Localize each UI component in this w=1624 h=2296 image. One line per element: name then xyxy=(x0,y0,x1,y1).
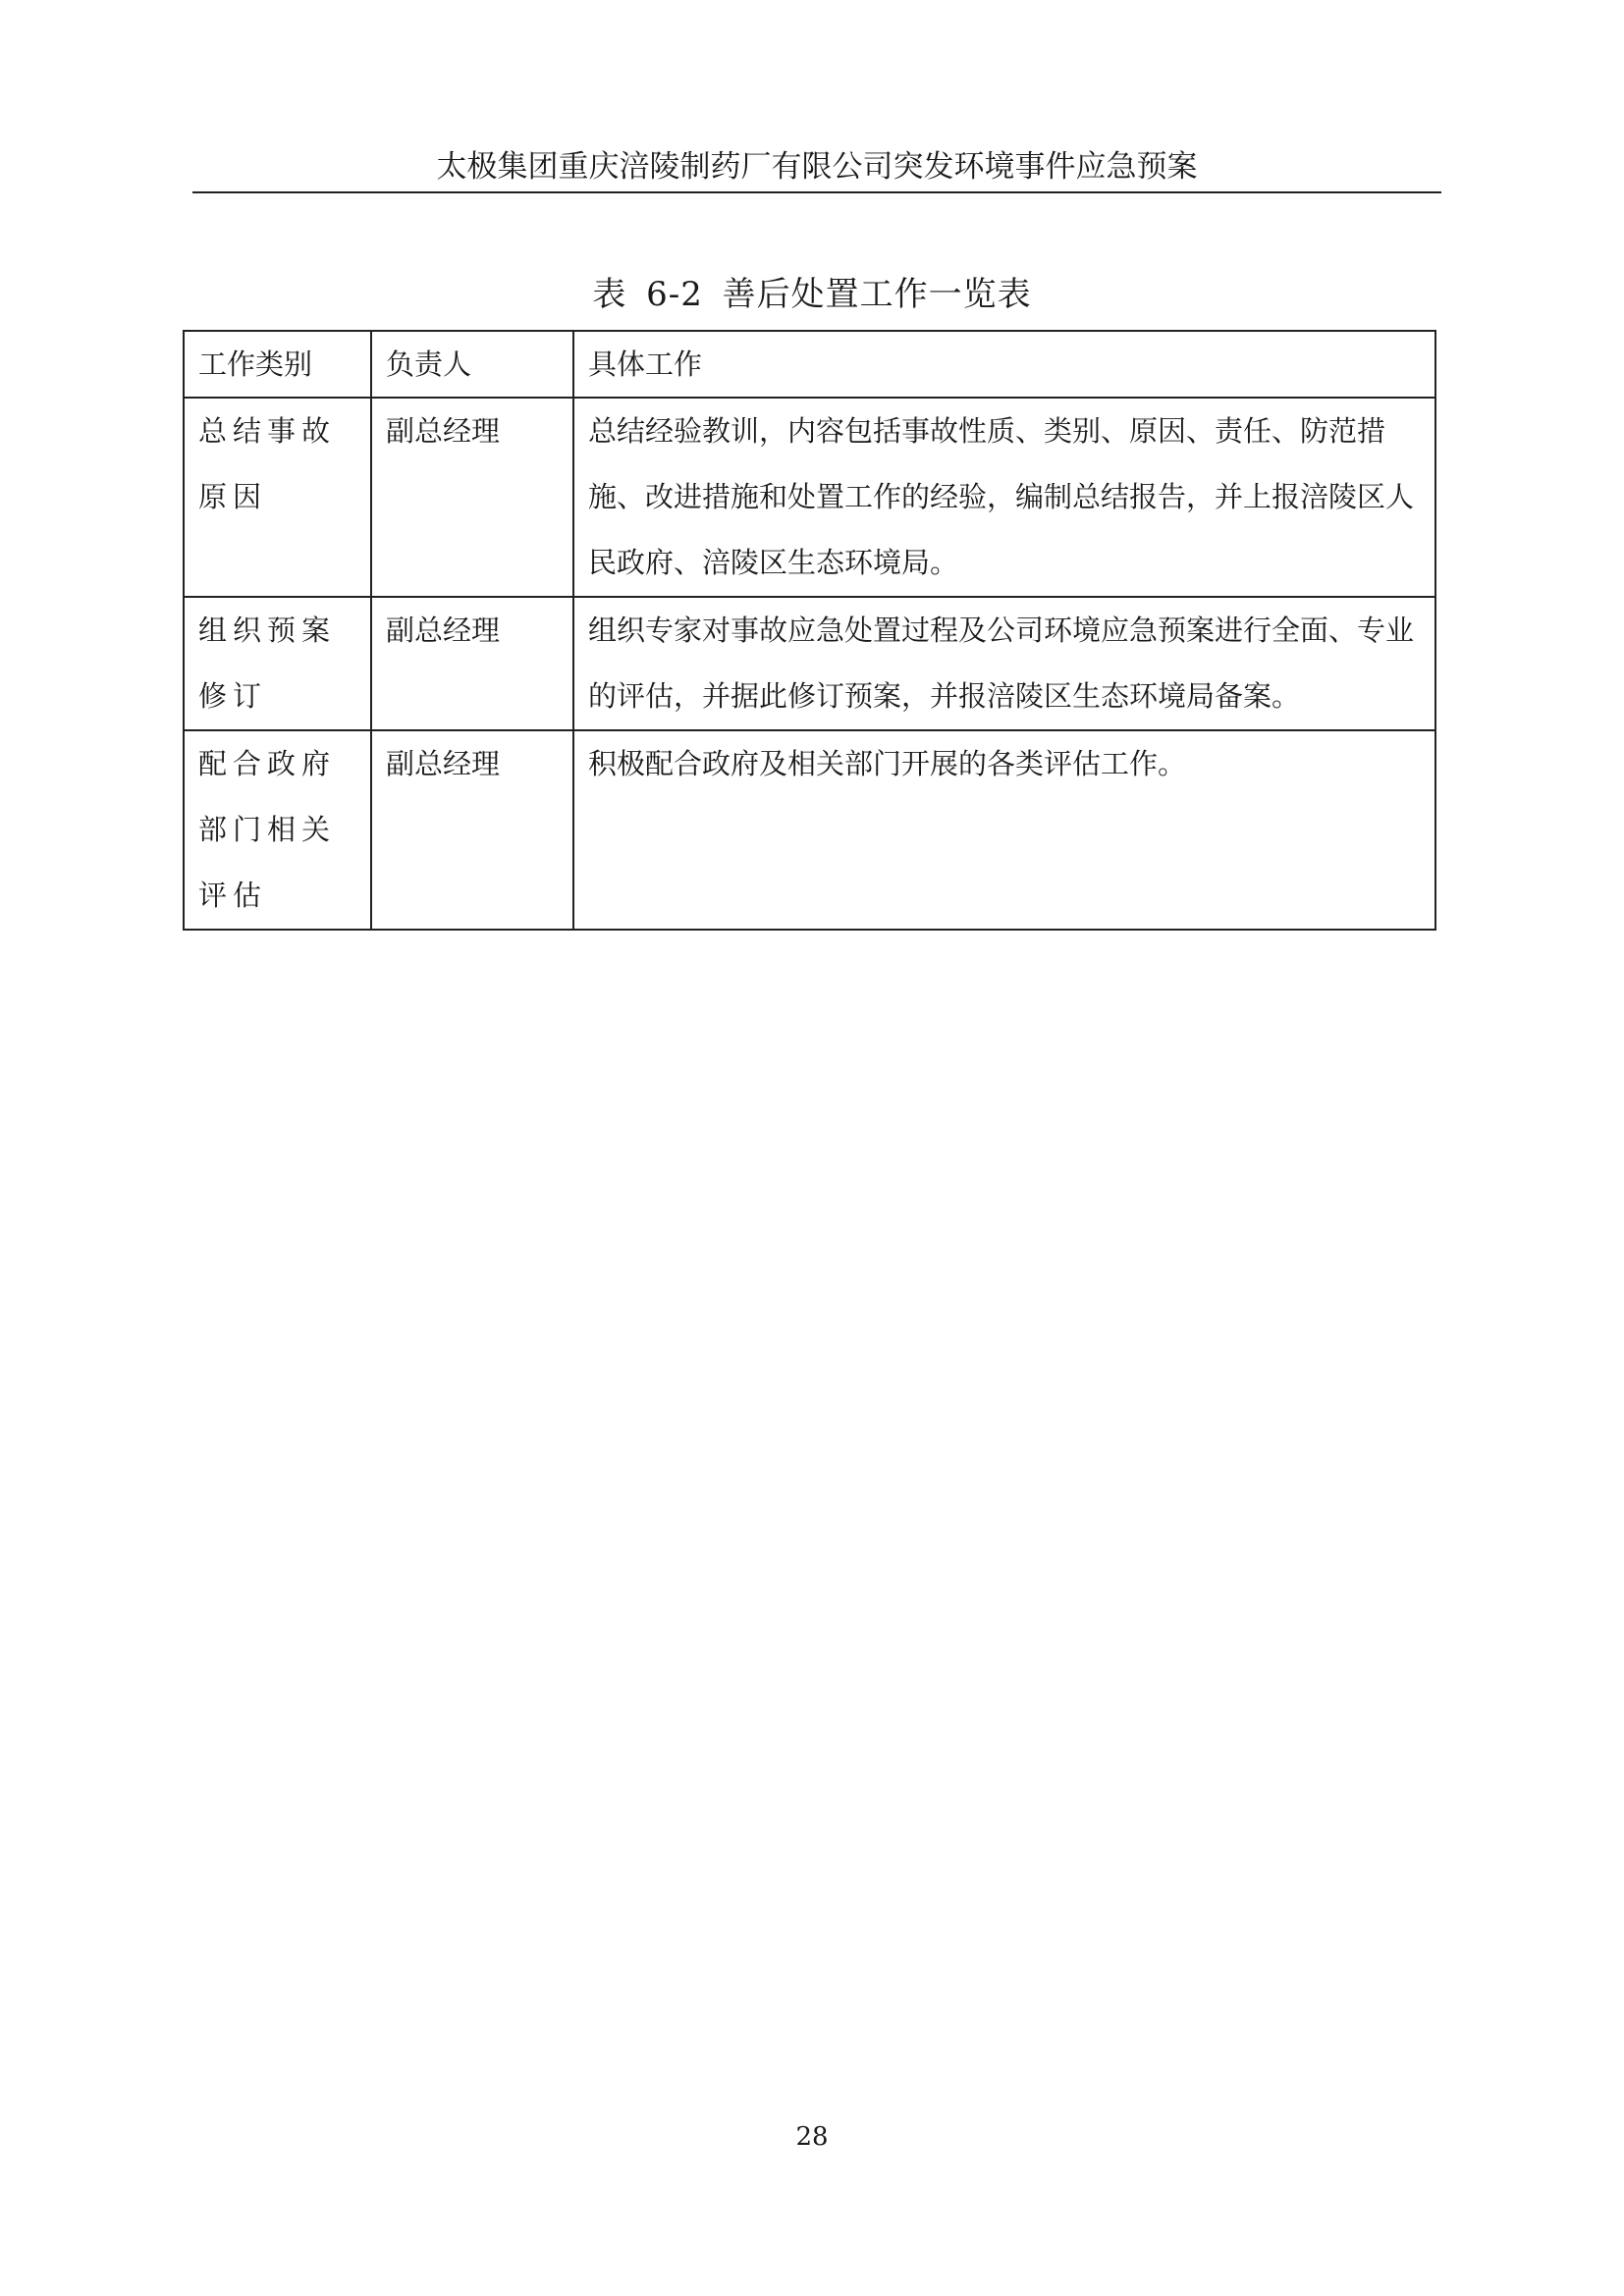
document-header: 太极集团重庆涪陵制药厂有限公司突发环境事件应急预案 xyxy=(436,149,1198,185)
category-text: 组织预案修订 xyxy=(198,614,337,713)
category-text: 配合政府部门相关评估 xyxy=(198,747,337,912)
cell-owner: 副总经理 xyxy=(371,730,573,930)
cell-owner: 副总经理 xyxy=(371,597,573,730)
cell-category xyxy=(184,730,371,930)
table-header-row xyxy=(184,331,1435,398)
cell-category xyxy=(184,597,371,730)
column-header-owner: 负责人 xyxy=(371,331,573,398)
cell-work: 总结经验教训，内容包括事故性质、类别、原因、责任、防范措施、改进措施和处置工作的经验，编制总结报告，并上报涪陵区人民政府、涪陵区生态环境局。 xyxy=(573,398,1435,597)
category-text: 总结事故原因 xyxy=(198,414,337,513)
table-caption: 表 6-2 善后处置工作一览表 xyxy=(592,275,1032,314)
table-row xyxy=(184,398,1435,597)
cell-work: 积极配合政府及相关部门开展的各类评估工作。 xyxy=(573,730,1435,930)
page-number: 28 xyxy=(795,2122,829,2152)
cell-category xyxy=(184,398,371,597)
table-row xyxy=(184,597,1435,730)
aftermath-work-table xyxy=(183,330,1436,931)
cell-work: 组织专家对事故应急处置过程及公司环境应急预案进行全面、专业的评估，并据此修订预案，并报涪陵区生态环境局备案。 xyxy=(573,597,1435,730)
column-header-category: 工作类别 xyxy=(184,331,371,398)
cell-owner: 副总经理 xyxy=(371,398,573,597)
column-header-work: 具体工作 xyxy=(573,331,1435,398)
table-row xyxy=(184,730,1435,930)
header-divider xyxy=(192,191,1441,193)
